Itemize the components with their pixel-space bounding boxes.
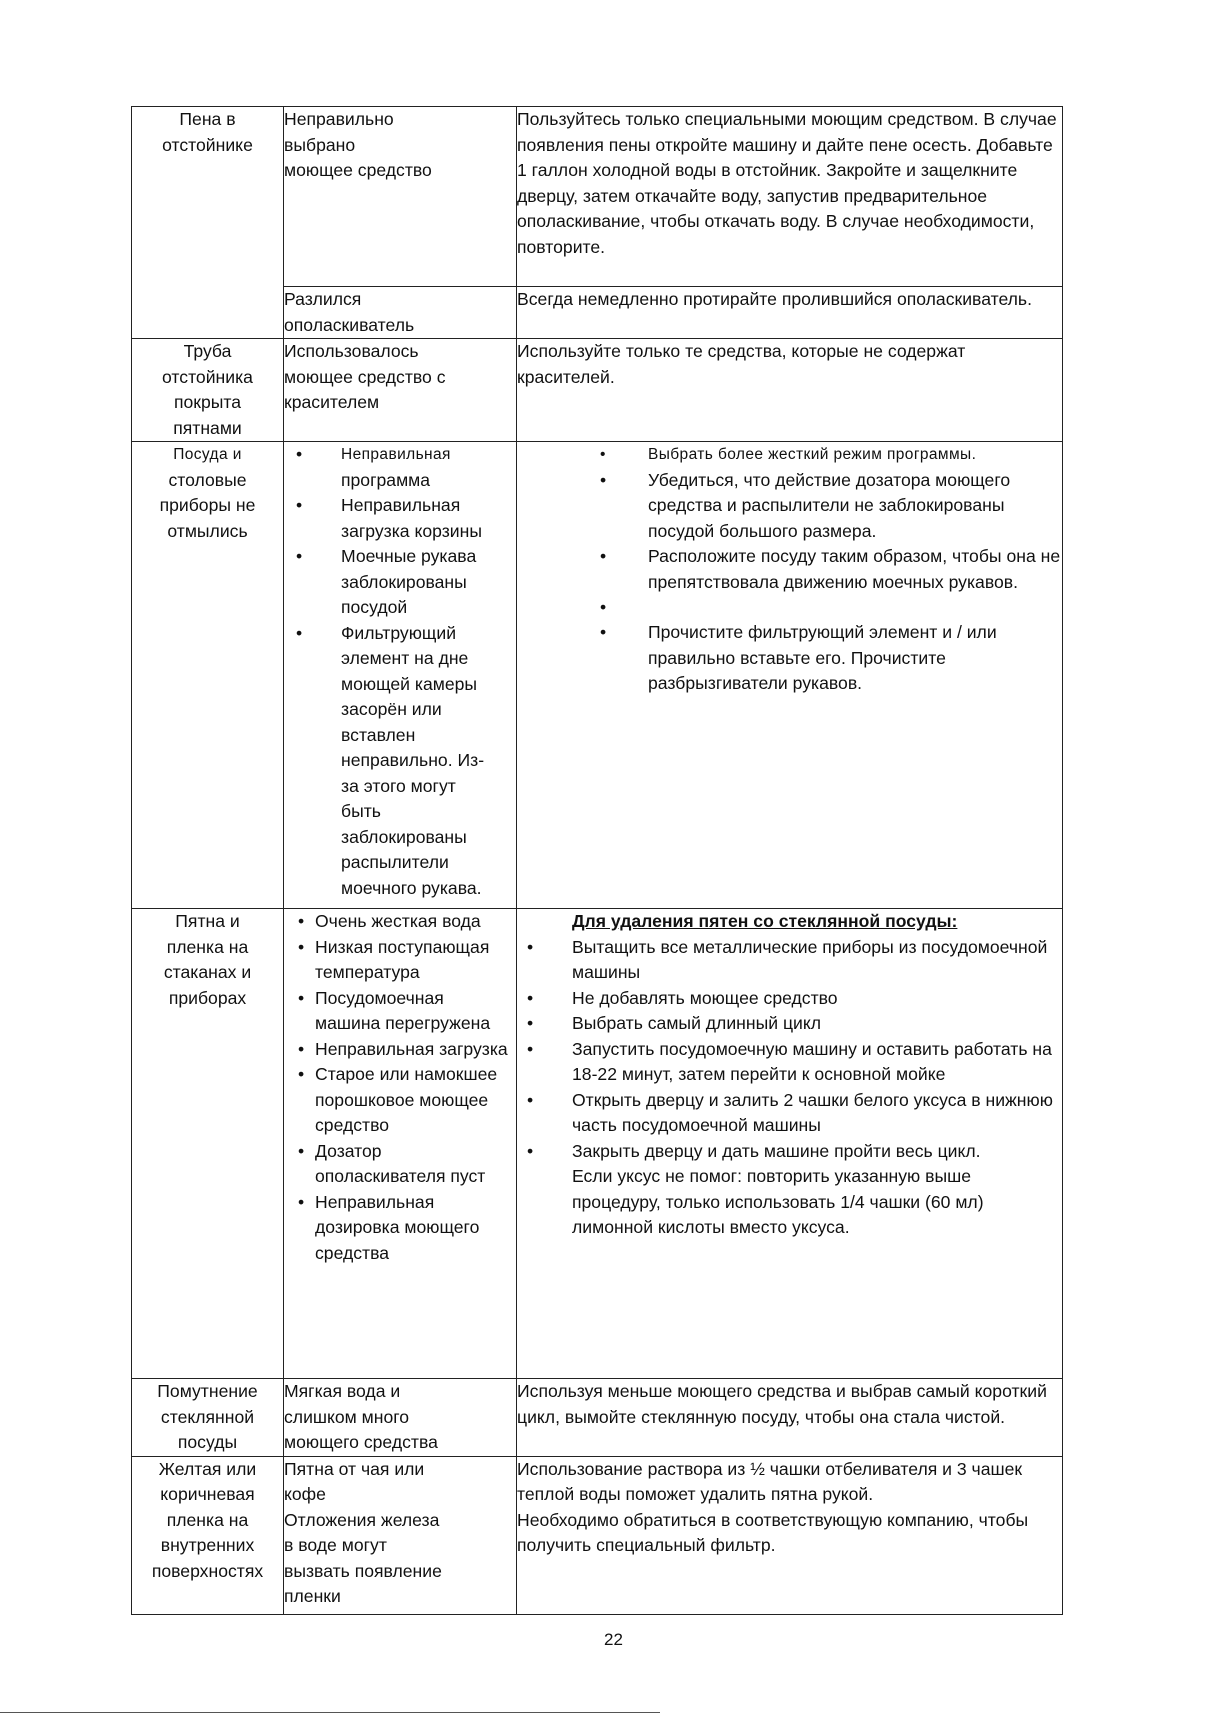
list-item: • Дозатор ополаскивателя пуст <box>315 1139 510 1190</box>
cause-line: Отложения железа <box>284 1509 440 1530</box>
problem-line: приборы не <box>159 495 256 515</box>
cause-list <box>341 442 516 901</box>
problem-line: посуды <box>177 1432 238 1452</box>
solution-text: Пользуйтесь только специальными моющим средством. В случае появления пены откройте машину и дайте пене осесть. Добавьте 1 галлон холодной воды в отстойник. Закройте и защелкните дверцу, затем откачайте воду, запустив предварительное ополаскивание, чтобы откачать воду. В случае необходимости, повторите. <box>517 109 1057 257</box>
cause-line: выбрано <box>284 134 356 155</box>
footer-divider <box>0 1712 660 1713</box>
list-item <box>341 442 516 493</box>
cause-cell <box>284 1379 517 1457</box>
solution-text: Используйте только те средства, которые не содержат красителей. <box>517 341 966 387</box>
cause-cell <box>284 1456 517 1614</box>
list-item: • Низкая поступающая температура <box>315 935 510 986</box>
cause-cell <box>284 909 517 1379</box>
problem-line: Посуда и <box>173 446 242 463</box>
problem-line: коричневая <box>160 1484 255 1504</box>
list-item: • Выбрать самый длинный цикл <box>572 1011 1062 1037</box>
problem-cell <box>132 1379 284 1457</box>
list-item: • Старое или намокшее порошковое моющее средство <box>315 1062 510 1139</box>
problem-line: поверхностях <box>151 1560 264 1581</box>
spacer <box>648 595 1062 620</box>
list-item: • Прочистите фильтрующий элемент и / или правильно вставьте его. Прочистите разбрызгиватели рукавов. <box>648 620 1062 697</box>
problem-cell <box>132 909 284 1379</box>
cause-line: моющее средство <box>284 160 432 180</box>
cause-line: программа <box>341 469 431 490</box>
list-item: • Вытащить все металлические приборы из посудомоечной машины <box>572 935 1062 986</box>
solution-cell <box>517 339 1063 442</box>
list-item <box>341 544 516 621</box>
solution-cell <box>517 287 1063 339</box>
problem-cell <box>132 339 284 442</box>
list-item: • Закрыть дверцу и дать машине пройти весь цикл. <box>572 1139 1062 1165</box>
solution-text: Всегда немедленно протирайте пролившийся ополаскиватель. <box>517 289 1032 309</box>
cause-cell <box>284 339 517 442</box>
problem-line: Помутнение <box>157 1381 258 1401</box>
cause-line: Разлился <box>284 289 362 309</box>
cause-line: в воде могут <box>284 1535 387 1555</box>
cause-line: пленки <box>284 1586 341 1606</box>
cause-line: засорён или <box>341 699 442 719</box>
problem-line: отстойника <box>162 366 253 387</box>
cause-line: загрузка корзины <box>341 520 482 541</box>
problem-cell <box>132 442 284 909</box>
problem-line: отмылись <box>167 520 248 541</box>
cause-line: Неправильно <box>284 109 394 129</box>
solution-cell <box>517 1456 1063 1614</box>
solution-list <box>572 935 1062 1165</box>
problem-cell <box>132 1456 284 1614</box>
cause-line: Пятна от чая или <box>284 1458 425 1479</box>
table-row <box>132 442 1063 909</box>
list-item: • Открыть дверцу и залить 2 чашки белого уксуса в нижнюю часть посудомоечной машины <box>572 1088 1062 1139</box>
cause-line: вставлен <box>341 724 416 745</box>
problem-line: пятнами <box>173 417 242 438</box>
problem-line: внутренних <box>160 1535 255 1555</box>
cause-line: элемент на дне <box>341 648 469 668</box>
list-item <box>341 621 516 902</box>
cause-cell <box>284 107 517 287</box>
table-row <box>132 107 1063 287</box>
cause-line: • Моечные рукава <box>341 546 477 566</box>
cause-line: моющей камеры <box>341 673 478 694</box>
cause-line: моющего средства <box>284 1432 438 1452</box>
problem-line: Пена в <box>179 109 236 129</box>
cause-list <box>315 909 510 1266</box>
solution-cell <box>517 442 1063 909</box>
table-row <box>132 1379 1063 1457</box>
solution-text: Использование раствора из ½ чашки отбеливателя и 3 чашек теплой воды поможет удалить пятна рукой. <box>517 1458 1023 1504</box>
cause-line: посудой <box>341 597 408 617</box>
solution-text: Если уксус не помог: повторить указанную выше процедуру, только использовать 1/4 чашки (60 мл) лимонной кислоты вместо уксуса. <box>572 1166 984 1237</box>
problem-line: стеклянной <box>160 1406 255 1427</box>
problem-line: стаканах и <box>163 962 252 982</box>
solution-heading: Для удаления пятен со стеклянной посуды: <box>572 911 958 931</box>
list-item: • Посудомоечная машина перегружена <box>315 986 510 1037</box>
page-number: 22 <box>604 1630 623 1649</box>
cause-line: неправильно. Из- <box>341 750 485 770</box>
cause-line: моечного рукава. <box>341 877 482 898</box>
list-item: • Не добавлять моющее средство <box>572 986 1062 1012</box>
cause-line: ополаскиватель <box>284 314 415 335</box>
cause-line: • Неправильная <box>341 446 451 463</box>
cause-line: быть <box>341 801 381 821</box>
cause-cell <box>284 442 517 909</box>
cause-line: красителем <box>284 392 380 412</box>
cause-line: кофе <box>284 1484 326 1504</box>
cause-line: вызвать появление <box>284 1560 442 1581</box>
table-row <box>132 339 1063 442</box>
cause-line: за этого могут <box>341 775 456 796</box>
cause-line: заблокированы <box>341 826 467 847</box>
cause-line: распылители <box>341 852 449 872</box>
problem-line: Желтая или <box>158 1458 257 1479</box>
cause-line: слишком много <box>284 1406 410 1427</box>
list-item: • Убедиться, что действие дозатора моющего средства и распылители не заблокированы посудой большого размера. <box>648 468 1062 545</box>
problem-line: столовые <box>168 469 247 490</box>
list-item: • Расположите посуду таким образом, чтобы она не препятствовала движению моечных рукавов. <box>648 544 1062 595</box>
problem-line: пленка на <box>166 936 249 957</box>
cause-line: • Фильтрующий <box>341 622 457 643</box>
solution-text: Используя меньше моющего средства и выбрав самый короткий цикл, вымойте стеклянную посуду, чтобы она стала чистой. <box>517 1381 1047 1427</box>
list-item: • Запустить посудомоечную машину и оставить работать на 18-22 минут, затем перейти к основной мойке <box>572 1037 1062 1088</box>
cause-line: • Неправильная <box>341 495 461 515</box>
solution-list <box>648 442 1062 697</box>
problem-line: покрыта <box>173 392 242 412</box>
cause-line: Мягкая вода и <box>284 1381 401 1401</box>
problem-line: отстойнике <box>162 134 253 155</box>
problem-cell <box>132 107 284 339</box>
problem-line: Труба <box>183 341 232 361</box>
cause-line: Использовалось <box>284 341 419 361</box>
problem-line: Пятна и <box>175 911 240 931</box>
table-row <box>132 909 1063 1379</box>
cause-line: заблокированы <box>341 571 467 592</box>
cause-line: моющее средство с <box>284 366 446 387</box>
cause-cell <box>284 287 517 339</box>
table-row <box>132 1456 1063 1614</box>
list-item: • Неправильная дозировка моющего средства <box>315 1190 510 1267</box>
list-item: • Выбрать более жесткий режим программы. <box>648 442 1062 468</box>
solution-cell <box>517 1379 1063 1457</box>
list-item <box>341 493 516 544</box>
troubleshooting-table <box>131 106 1063 1615</box>
solution-cell <box>517 909 1063 1379</box>
problem-line: приборах <box>168 987 247 1008</box>
list-item: • Неправильная загрузка <box>315 1037 510 1063</box>
list-item: • Очень жесткая вода <box>315 909 510 935</box>
problem-line: пленка на <box>166 1509 249 1530</box>
solution-text: Необходимо обратиться в соответствующую компанию, чтобы получить специальный фильтр. <box>517 1509 1029 1555</box>
solution-cell <box>517 107 1063 287</box>
